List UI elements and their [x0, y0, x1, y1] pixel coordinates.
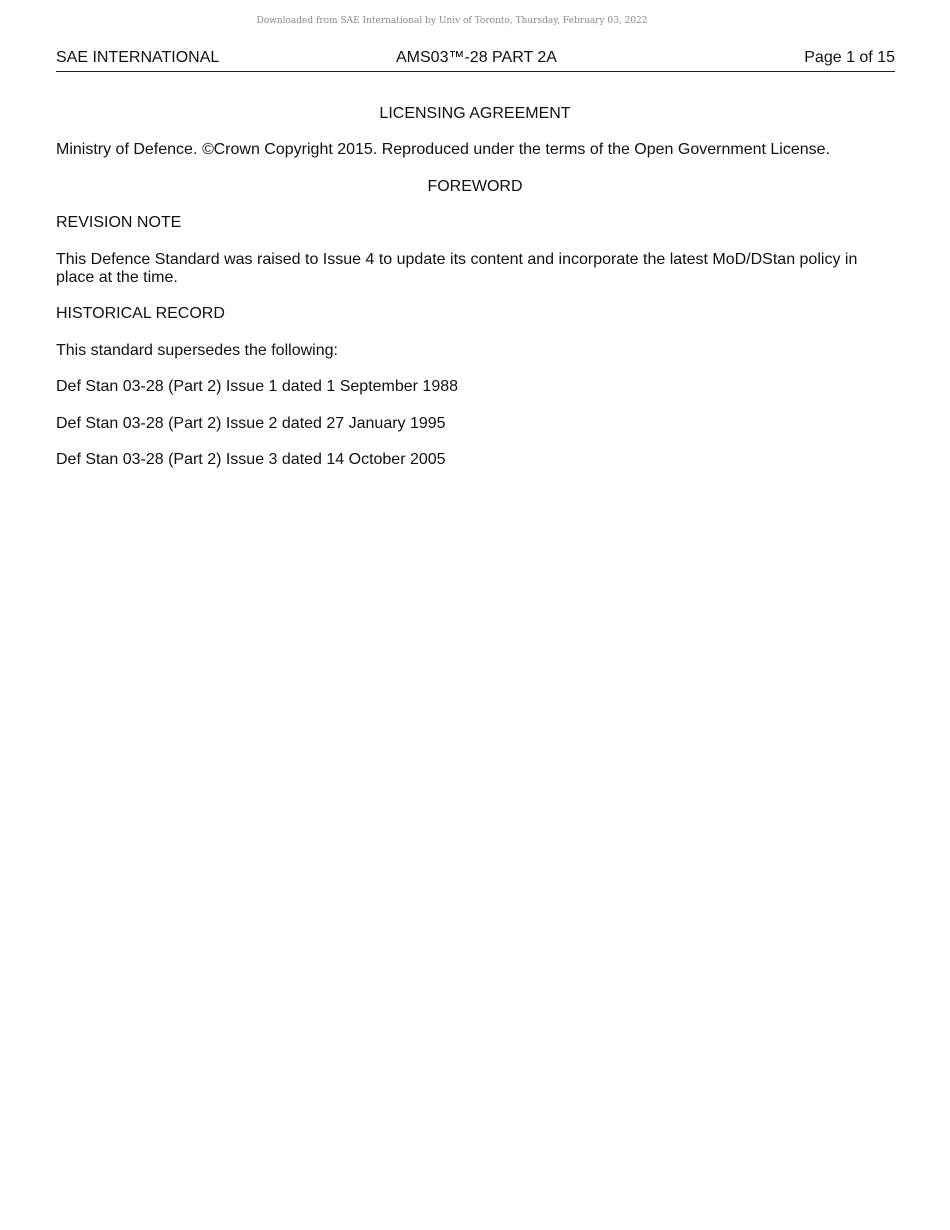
superseded-issue: Def Stan 03-28 (Part 2) Issue 2 dated 27 January 1995	[56, 415, 446, 432]
licensing-text	[56, 141, 898, 159]
page-number: Page 1 of 15	[804, 49, 895, 66]
publisher-name: SAE INTERNATIONAL	[56, 49, 220, 66]
document-id: AMS03™-28 PART 2A	[396, 49, 557, 66]
revision-note-text: This Defence Standard was raised to Issue 4 to update its content and incorporate the latest MoD/DStan policy in place at the time.	[56, 251, 858, 286]
foreword-heading: FOREWORD	[427, 178, 523, 195]
revision-note-heading: REVISION NOTE	[56, 214, 182, 231]
superseded-issue: Def Stan 03-28 (Part 2) Issue 3 dated 14 October 2005	[56, 451, 446, 468]
licensing-text-suffix: Crown Copyright 2015. Reproduced under the terms of the Open Government License.	[213, 141, 830, 158]
running-header	[56, 49, 895, 72]
download-watermark: Downloaded from SAE International by Univ of Toronto, Thursday, February 03, 2022	[256, 16, 648, 26]
licensing-text-prefix: Ministry of Defence.	[56, 141, 202, 158]
superseded-issue: Def Stan 03-28 (Part 2) Issue 1 dated 1 September 1988	[56, 378, 459, 395]
copyright-icon: ©	[201, 141, 214, 158]
licensing-heading: LICENSING AGREEMENT	[379, 105, 571, 122]
historical-record-heading: HISTORICAL RECORD	[56, 305, 225, 322]
historical-record-intro: This standard supersedes the following:	[56, 342, 338, 359]
